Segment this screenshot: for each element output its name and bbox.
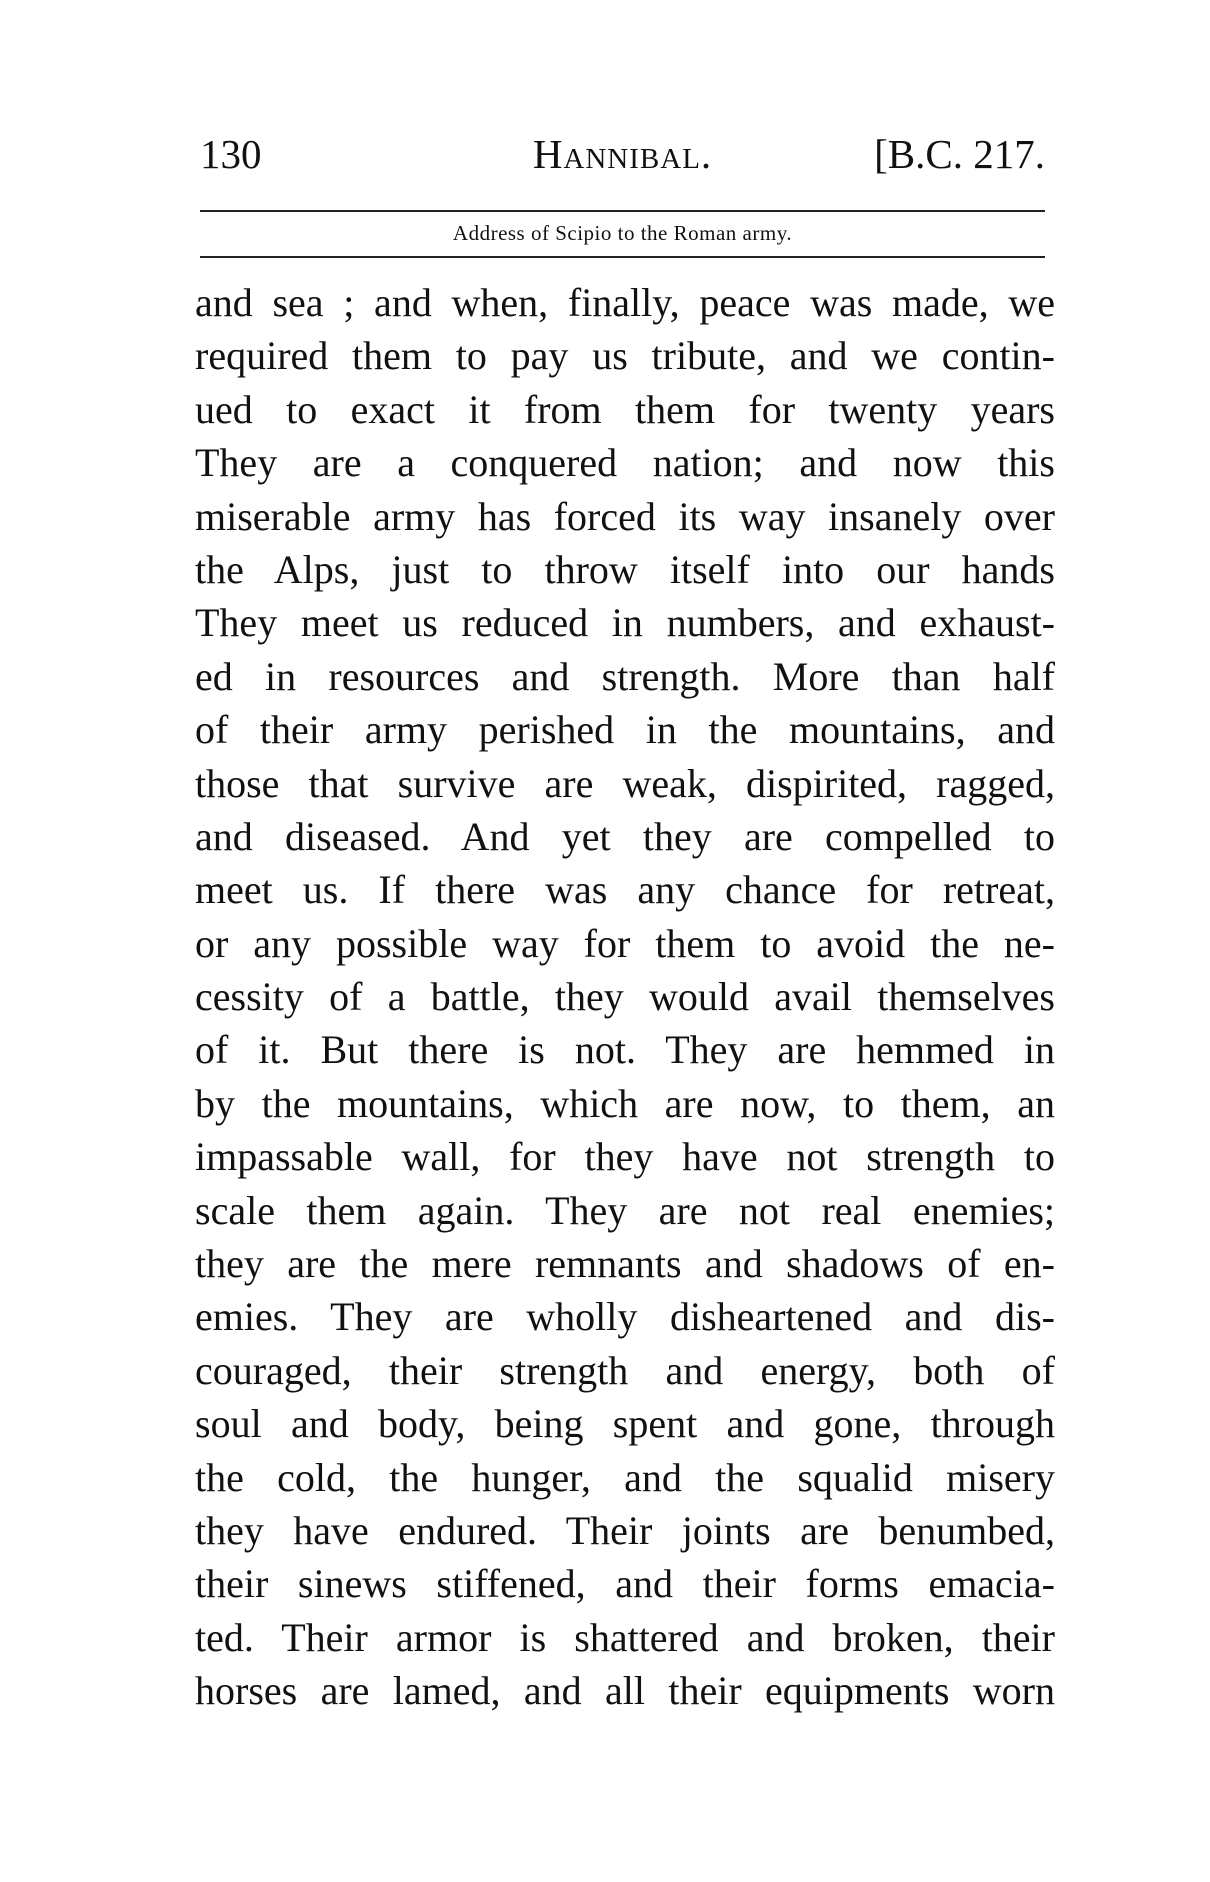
text-line: meet us. If there was any chance for retreat, xyxy=(195,867,1055,913)
header-rule-top xyxy=(200,210,1045,212)
text-line: they have endured. Their joints are benumbed, xyxy=(195,1507,1055,1553)
page-header xyxy=(200,122,1045,182)
text-line: and sea ; and when, finally, peace was made, we xyxy=(195,280,1055,325)
text-line: ted. Their armor is shattered and broken, their xyxy=(195,1614,1055,1660)
text-line: those that survive are weak, dispirited, ragged, xyxy=(195,760,1055,806)
text-line: scale them again. They are not real enemies; xyxy=(195,1187,1055,1233)
text-line: they are the mere remnants and shadows of en- xyxy=(195,1241,1055,1287)
page-number: 130 xyxy=(200,131,262,177)
text-line: horses are lamed, and all their equipments worn xyxy=(195,1668,1055,1714)
text-line: ued to exact it from them for twenty years xyxy=(195,386,1055,432)
text-line: their sinews stiffened, and their forms emacia- xyxy=(195,1561,1055,1607)
text-line: of their army perished in the mountains, and xyxy=(195,707,1055,753)
body-text xyxy=(195,276,1055,1718)
text-line: ed in resources and strength. More than half xyxy=(195,653,1055,699)
text-line: couraged, their strength and energy, both of xyxy=(195,1347,1055,1393)
text-line: the cold, the hunger, and the squalid misery xyxy=(195,1454,1055,1500)
text-line: soul and body, being spent and gone, through xyxy=(195,1401,1055,1447)
text-line: the Alps, just to throw itself into our hands xyxy=(195,546,1055,592)
text-line: miserable army has forced its way insanely over xyxy=(195,493,1055,539)
text-line: impassable wall, for they have not strength to xyxy=(195,1134,1055,1180)
text-line: emies. They are wholly disheartened and dis- xyxy=(195,1294,1055,1340)
text-line: or any possible way for them to avoid the ne- xyxy=(195,920,1055,966)
text-line: required them to pay us tribute, and we contin- xyxy=(195,333,1055,379)
text-line: and diseased. And yet they are compelled to xyxy=(195,813,1055,859)
header-rule-bottom xyxy=(200,256,1045,258)
section-subheading: Address of Scipio to the Roman army. xyxy=(452,221,793,245)
running-title: Hannibal. xyxy=(532,131,713,177)
date-label: [B.C. 217. xyxy=(874,131,1045,177)
text-line: cessity of a battle, they would avail themselves xyxy=(195,974,1055,1020)
text-line: by the mountains, which are now, to them, an xyxy=(195,1080,1055,1126)
text-line: They meet us reduced in numbers, and exhaust- xyxy=(195,600,1055,646)
text-line: They are a conquered nation; and now this xyxy=(195,440,1055,486)
text-line: of it. But there is not. They are hemmed in xyxy=(195,1027,1055,1073)
